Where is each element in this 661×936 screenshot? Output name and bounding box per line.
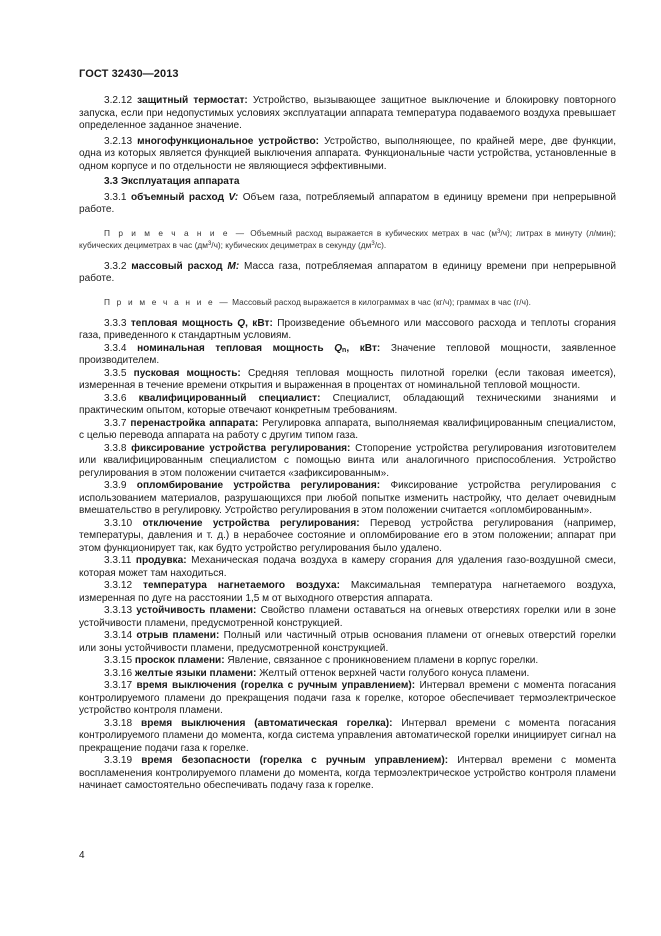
superscript: 3 xyxy=(371,240,375,247)
clause-number: 3.3.13 xyxy=(104,605,133,616)
clause-text: Устройство, выполняющее, по крайней мере, две функции, одна из которых является функцией выключения аппарата. Функциональные части устройства, установленные в одном корпусе и по отдельности не являющиеся эффективными. xyxy=(79,135,617,172)
clause-number: 3.3.16 xyxy=(104,667,133,679)
superscript: 3 xyxy=(497,228,501,235)
clause-symbol: Q xyxy=(334,342,343,354)
clause-term: фиксирование устройства регулирования: xyxy=(131,442,351,454)
clause-3-3-10 xyxy=(79,518,616,556)
clause-3-3-1 xyxy=(79,192,616,217)
note-text: Объемный расход выражается в кубических метрах в час (м xyxy=(250,227,498,238)
clause-number: 3.3.17 xyxy=(104,680,133,691)
note-mass-flow xyxy=(79,296,616,308)
clause-3-3-16 xyxy=(79,668,616,681)
clause-term: массовый расход xyxy=(131,260,223,272)
clause-number: 3.3.14 xyxy=(104,630,133,641)
clause-symbol: M: xyxy=(227,260,240,272)
clause-number: 3.3.5 xyxy=(104,367,127,379)
clause-term: время выключения (горелка с ручным управлением): xyxy=(136,680,416,691)
clause-3-3-15 xyxy=(79,655,616,668)
clause-3-3-8 xyxy=(79,443,616,481)
clause-term: объемный расход xyxy=(130,191,224,203)
clause-text: Произведение объемного или массового расхода и теплоты сгорания газа, приведенного к стандартным условиям. xyxy=(79,317,617,341)
clause-number: 3.3.4 xyxy=(104,342,127,354)
clause-number: 3.3.7 xyxy=(104,417,127,429)
document-body xyxy=(79,95,616,793)
document-header: ГОСТ 32430—2013 xyxy=(79,68,179,80)
superscript: 3 xyxy=(207,240,212,247)
note-volume-flow xyxy=(79,227,616,251)
clause-3-3-11 xyxy=(79,555,616,580)
clause-number: 3.3.9 xyxy=(104,480,127,491)
clause-number: 3.3.8 xyxy=(104,442,127,454)
clause-number: 3.3.18 xyxy=(104,717,133,729)
clause-number: 3.3.12 xyxy=(104,580,133,591)
clause-3-3-5 xyxy=(79,368,616,393)
clause-number: 3.3.11 xyxy=(104,555,132,566)
clause-text: Интервал времени с момента погасания контролируемого пламени до прекращения подачи газа к горелке, которое обеспечивает термоэлектрическое устройство контроля пламени. xyxy=(79,680,617,716)
clause-number: 3.3.15 xyxy=(104,655,133,666)
clause-number: 3.3.3 xyxy=(104,317,127,329)
clause-text: Механическая подача воздуха в камеру сгорания для удаления газо-воздушной смеси, которая может там находиться. xyxy=(79,555,616,579)
clause-number: 3.3.1 xyxy=(104,191,127,203)
clause-term: отрыв пламени: xyxy=(136,630,220,641)
clause-3-3-4 xyxy=(79,343,616,368)
clause-term: квалифицированный специалист: xyxy=(138,392,321,404)
clause-text: Явление, связанное с проникновением пламени в корпус горелки. xyxy=(227,655,539,666)
clause-term: желтые языки пламени: xyxy=(134,667,257,679)
clause-term: время безопасности (горелка с ручным управлением): xyxy=(141,755,449,766)
clause-term: отключение устройства регулирования: xyxy=(142,517,360,529)
clause-term: защитный термостат: xyxy=(137,95,248,106)
clause-number: 3.3.6 xyxy=(104,392,127,404)
clause-text: Полный или частичный отрыв основания пламени от огневых отверстий горелки или зоны устойчивости пламени, предусмотренной конструкцией. xyxy=(79,630,616,654)
clause-3-3-7 xyxy=(79,418,616,443)
clause-text: Интервал времени с момента погасания контролируемого пламени до момента, когда система управления автоматической горелки инициирует сигнал на прекращение подачи газа к горелке. xyxy=(79,717,617,754)
note-label: П р и м е ч а н и е — xyxy=(104,296,230,307)
clause-number: 3.2.13 xyxy=(104,135,133,147)
clause-text: Значение тепловой мощности, заявленное производителем. xyxy=(79,342,617,366)
clause-3-3-3 xyxy=(79,318,616,343)
note-label: П р и м е ч а н и е — xyxy=(104,227,247,238)
clause-term: устойчивость пламени: xyxy=(136,605,257,616)
clause-symbol: Q xyxy=(237,317,246,329)
clause-3-3-12 xyxy=(79,580,616,605)
note-text: /ч); литрах в минуту (л/мин); кубических дециметрах в час (дм xyxy=(79,227,616,250)
clause-term: продувка: xyxy=(135,555,187,566)
page-number: 4 xyxy=(79,850,85,861)
clause-unit: , кВт: xyxy=(346,342,381,354)
clause-3-3-13 xyxy=(79,605,616,630)
clause-term: время выключения (автоматическая горелка): xyxy=(140,717,393,729)
clause-text: Стопорение устройства регулирования изготовителем или квалифицированным специалистом с помощью винта или аналогичного приспособления. Устройство регулирования в этом положении считается «зафиксированным». xyxy=(79,442,617,479)
clause-term: температура нагнетаемого воздуха: xyxy=(143,580,340,591)
clause-3-3-9 xyxy=(79,480,616,518)
clause-text: Объем газа, потребляемый аппаратом в единицу времени при непрерывной работе. xyxy=(79,191,616,215)
clause-term: перенастройка аппарата: xyxy=(130,417,259,429)
clause-text: Фиксирование устройства регулирования с использованием материалов, разрушающихся при любой попытке изменить настройку, что делает очевидным вмешательство в регулировку. Устройство регулирования в этом положении считается «опломбированным». xyxy=(79,480,616,516)
clause-number: 3.3.10 xyxy=(104,517,133,529)
note-text: /с). xyxy=(374,239,387,250)
clause-3-3-14 xyxy=(79,630,616,655)
subscript: n xyxy=(342,346,347,354)
clause-3-2-12 xyxy=(79,95,616,133)
clause-text: Средняя тепловая мощность пилотной горелки (если таковая имеется), измеренная в течение времени открытия и выраженная в процентах от номинальной тепловой мощности. xyxy=(79,367,616,391)
clause-text: Свойство пламени оставаться на огневых отверстиях горелки или в зоне устойчивости пламени, предусмотренной конструкцией. xyxy=(79,605,616,629)
clause-term: номинальная тепловая мощность xyxy=(137,342,324,354)
clause-term: многофункциональное устройство: xyxy=(137,135,320,147)
note-text: /ч); кубических дециметрах в секунду (дм xyxy=(211,239,372,250)
section-3-3-title: 3.3 Эксплуатация аппарата xyxy=(104,176,240,187)
note-text: Массовый расход выражается в килограммах в час (кг/ч); граммах в час (г/ч). xyxy=(232,296,531,307)
clause-3-3-18 xyxy=(79,718,616,756)
clause-3-3-19 xyxy=(79,755,616,793)
clause-3-3-6 xyxy=(79,393,616,418)
clause-number: 3.2.12 xyxy=(104,95,133,106)
clause-number: 3.3.2 xyxy=(104,260,127,272)
clause-term: проскок пламени: xyxy=(134,655,225,666)
clause-text: Масса газа, потребляемая аппаратом в единицу времени при непрерывной работе. xyxy=(79,260,616,284)
clause-number: 3.3.19 xyxy=(104,755,133,766)
clause-3-3-2 xyxy=(79,261,616,286)
clause-text: Максимальная температура нагнетаемого воздуха, измеренная по дуге на расстоянии 1,5 м от выходного отверстия аппарата. xyxy=(79,580,616,604)
clause-symbol: V: xyxy=(228,191,239,203)
clause-term: тепловая мощность xyxy=(130,317,233,329)
clause-text: Устройство, вызывающее защитное выключение и блокировку повторного запуска, если при недопустимых условиях эксплуатации аппарата температура подаваемого воздуха превышает определенное заданное значение. xyxy=(79,95,617,131)
clause-term: опломбирование устройства регулирования: xyxy=(136,480,381,491)
clause-unit: , кВт: xyxy=(245,317,273,329)
clause-term: пусковая мощность: xyxy=(133,367,241,379)
clause-text: Специалист, обладающий техническими знаниями и практическим опытом, которые отвечают конкретным требованиям. xyxy=(79,392,617,416)
clause-3-2-13 xyxy=(79,136,616,174)
clause-text: Перевод устройства регулирования (например, температуры, давления и т. д.) в нерабочее состояние и опломбирование его в этом положении; аппарат при этом функционирует так, как будто устройство регулирования было удалено. xyxy=(79,517,617,554)
clause-text: Желтый оттенок верхней части голубого конуса пламени. xyxy=(259,667,530,679)
clause-3-3-17 xyxy=(79,680,616,718)
clause-text: Интервал времени с момента воспламенения контролируемого пламени до момента, когда термоэлектрическое устройство контроля пламени начинает самостоятельно обеспечивать подачу газа к горелке. xyxy=(79,755,617,791)
clause-text: Регулировка аппарата, выполняемая квалифицированным специалистом, с целью перевода аппарата на работу с другим типом газа. xyxy=(79,417,616,441)
